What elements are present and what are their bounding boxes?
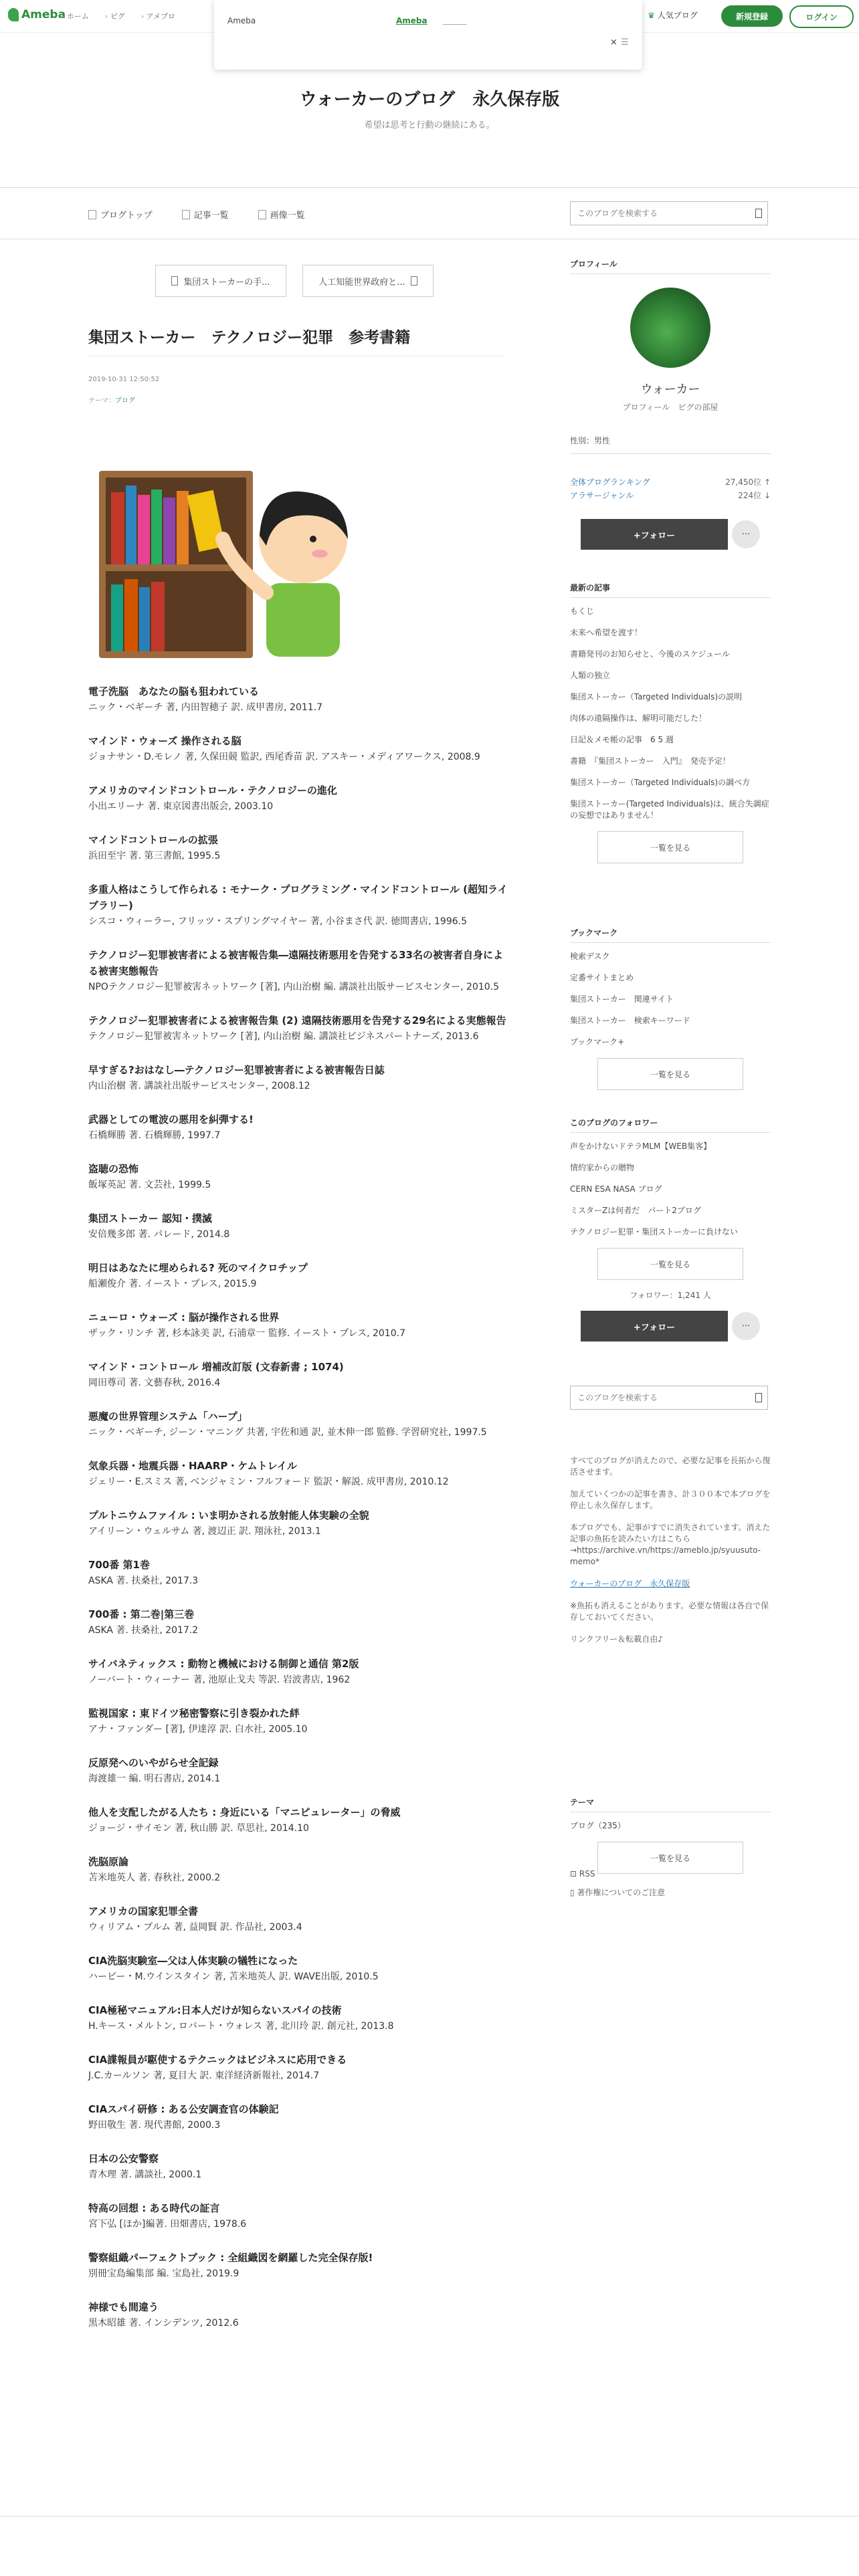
follower-blog[interactable]: ミスターZは何者だ パート2ブログ (570, 1206, 701, 1215)
theme-heading: テーマ (570, 1796, 771, 1812)
book-entry (88, 832, 510, 864)
profile-name[interactable]: ウォーカー (640, 383, 700, 397)
bookmark-item[interactable]: 集団ストーカー 関連サイト (570, 994, 674, 1004)
followers-section (570, 1117, 771, 1301)
book-entry (88, 1755, 510, 1787)
entry-theme (88, 395, 135, 405)
book-author: ジョナサン・D.モレノ 著, 久保田競 監訳, 西尾香苗 訳. アスキー・メディアワークス, 2008.9 (88, 752, 480, 762)
book-title: 洗脳原論 (88, 1856, 129, 1868)
global-nav-home[interactable]: › ホーム (62, 11, 89, 21)
recent-item[interactable]: 肉体の遠隔操作は、解明可能だした！ (570, 714, 707, 723)
next-entry-label: 人工知能世界政府と... (318, 277, 405, 288)
book-title: 気象兵器・地震兵器・HAARP・ケムトレイル (88, 1460, 297, 1472)
book-author: テクノロジー犯罪被害ネットワーク [著], 内山治樹 編. 講談社ビジネスパートナーズ, 2013.6 (88, 1031, 479, 1042)
following-heading: このブログのフォロワー (570, 1117, 771, 1133)
book-title: 集団ストーカー 認知・撲滅 (88, 1212, 212, 1224)
book-author: 野田敬生 著. 現代書館, 2000.3 (88, 2120, 221, 2131)
list-icon (182, 210, 190, 219)
recent-heading: 最新の記事 (570, 582, 771, 598)
follow-button-2[interactable]: +フォロー (581, 1311, 728, 1341)
book-author: 小出エリーナ 著. 東京図書出版会, 2003.10 (88, 801, 274, 812)
ranking-all-link[interactable]: 全体ブログランキング (570, 477, 650, 487)
bookmark-see-more-button[interactable]: 一覧を見る (597, 1058, 743, 1090)
book-entry (88, 1953, 510, 1985)
global-nav-ameblo[interactable]: › アメブロ (141, 11, 175, 21)
book-title: 反原発へのいやがらせ全記録 (88, 1757, 219, 1769)
entry-title[interactable]: 集団ストーカー テクノロジー犯罪 参考書籍 (88, 329, 411, 346)
book-author: 船瀬俊介 著. イースト・プレス, 2015.9 (88, 1279, 257, 1289)
book-author: 安倍幾多郎 著. パレード, 2014.8 (88, 1229, 230, 1240)
book-entry (88, 1903, 510, 1935)
menu-icon[interactable]: ☰ (621, 37, 629, 47)
book-author: 海渡雄一 編. 明石書店, 2014.1 (88, 1774, 221, 1784)
book-entry (88, 2002, 510, 2034)
book-author: 苫米地英人 著. 春秋社, 2000.2 (88, 1872, 221, 1883)
book-entry (88, 1012, 510, 1045)
sidebar-search-input[interactable] (571, 1386, 739, 1409)
rss-link[interactable] (570, 1864, 665, 1883)
book-author: ジョージ・サイモン 著, 秋山勝 訳. 草思社, 2014.10 (88, 1823, 309, 1834)
rss-label: RSS (579, 1869, 595, 1879)
follower-blog[interactable]: CERN ESA NASA ブログ (570, 1184, 662, 1194)
book-author: ASKA 著. 扶桑社, 2017.2 (88, 1625, 199, 1636)
book-author: 黒木昭雄 著. インシデンツ, 2012.6 (88, 2318, 239, 2329)
ranking-genre (570, 490, 771, 501)
book-title: 明日はあなたに埋められる? 死のマイクロチップ (88, 1262, 308, 1274)
book-author: シスコ・ウィーラー, フリッツ・スプリングマイヤー 著, 小谷まさ代 訳. 徳間書店, 1996.5 (88, 916, 467, 927)
follower-count: フォロワー：1,241 人 (630, 1291, 711, 1300)
book-title: マインド・ウォーズ 操作される脳 (88, 735, 242, 747)
entry-pager (155, 265, 434, 297)
book-entry (88, 1854, 510, 1886)
global-nav (62, 11, 175, 21)
register-button[interactable]: 新規登録 (721, 5, 783, 27)
book-title: 悪魔の世界管理システム「ハープ」 (88, 1410, 248, 1422)
avatar[interactable] (630, 288, 710, 368)
free-area (570, 1455, 771, 1656)
recent-item[interactable]: 書籍 『集団ストーカー 入門』 発売予定！ (570, 756, 731, 766)
book-entry (88, 2200, 510, 2232)
chevron-left-icon (171, 276, 178, 286)
follower-blog[interactable]: テクノロジー犯罪・集団ストーカーに負けない (570, 1227, 739, 1237)
logo-text: Ameba (21, 8, 66, 21)
login-button[interactable]: ログイン (789, 5, 854, 28)
book-author: 飯塚英記 著. 文芸社, 1999.5 (88, 1180, 211, 1190)
recent-item[interactable]: 書籍発刊のお知らせと、今後のスケジュール (570, 649, 730, 659)
free-text: リンクフリー＆転載自由♪ (570, 1634, 663, 1644)
bookmark-item[interactable]: 定番サイトまとめ (570, 973, 634, 982)
bookmark-item[interactable]: 集団ストーカー 検索キーワード (570, 1016, 690, 1025)
nav-entry-list-label: 記事一覧 (193, 211, 229, 221)
book-author: ASKA 著. 扶桑社, 2017.3 (88, 1576, 199, 1586)
prev-entry-button[interactable] (155, 265, 286, 297)
ameba-leaf-icon (8, 8, 19, 21)
profile-heading: プロフィール (570, 258, 771, 274)
book-entry (88, 733, 510, 765)
ameba-popup (214, 0, 642, 70)
book-author: 岡田尊司 著. 文藝春秋, 2016.4 (88, 1378, 221, 1388)
nav-image-list[interactable] (258, 208, 305, 221)
book-title: プルトニウムファイル : いま明かされる放射能人体実験の全貌 (88, 1509, 369, 1521)
book-title: マインドコントロールの拡張 (88, 834, 218, 846)
book-author: ニック・ベギーチ 著, 内田智穂子 訳. 成甲書房, 2011.7 (88, 702, 323, 713)
book-title: 監視国家 : 東ドイツ秘密警察に引き裂かれた絆 (88, 1707, 300, 1719)
global-nav-pigg[interactable]: › ピグ (105, 11, 125, 21)
recent-item[interactable]: 集団ストーカー(Targeted Individuals)は、統合失調症の妄想ではありません！ (570, 799, 769, 820)
book-entry (88, 1309, 510, 1341)
ranking-genre-link[interactable]: アラサージャンル (570, 491, 634, 500)
more-button-2[interactable]: ··· (732, 1312, 760, 1340)
recent-item[interactable]: 人類の独立 (570, 671, 611, 680)
book-author: 宮下弘 [ほか]編著. 田畑書店, 1978.6 (88, 2219, 247, 2230)
book-entry (88, 1705, 510, 1737)
recent-see-more-button[interactable]: 一覧を見る (597, 831, 743, 863)
bookmark-item[interactable]: 検索デスク (570, 952, 610, 961)
follower-blog[interactable]: 情約家からの贈物 (570, 1163, 635, 1172)
popular-blog-label: 人気ブログ (657, 11, 698, 20)
book-title: 他人を支配したがる人たち : 身近にいる「マニピュレーター」の脅威 (88, 1806, 401, 1818)
book-author: 石橋輝勝 著. 石橋輝勝, 1997.7 (88, 1130, 221, 1141)
book-author: ザック・リンチ 著, 杉本詠美 訳, 石浦章一 監修. イースト・プレス, 2010.7 (88, 1328, 405, 1339)
book-entry (88, 947, 510, 995)
book-entry (88, 1656, 510, 1688)
book-title: 武器としての電波の悪用を糾弾する! (88, 1113, 254, 1125)
copyright-link[interactable] (570, 1883, 665, 1902)
book-title: 電子洗脳 あなたの脳も狙われている (88, 685, 260, 697)
recent-item[interactable]: 未来へ希望を渡す！ (570, 628, 643, 637)
sidebar-footer-links (570, 1864, 665, 1902)
book-entry (88, 1161, 510, 1193)
book-entry (88, 1111, 510, 1144)
book-title: 700番 第1巻 (88, 1559, 150, 1571)
book-author: ハービー・M.ウインスタイン 著, 苫米地英人 訳. WAVE出版, 2010.5 (88, 1971, 379, 1982)
book-entry (88, 1408, 510, 1440)
free-text: 加えていくつかの記事を書き、計３００本で本ブログを停止し永久保存します。 (570, 1489, 771, 1510)
book-author: アイリーン・ウェルサム 著, 渡辺正 訳. 翔泳社, 2013.1 (88, 1526, 321, 1537)
ranking-genre-value: 224位 ↓ (738, 491, 771, 500)
popup-title: Ameba (227, 16, 256, 25)
book-entry (88, 2101, 510, 2133)
blog-search-box (570, 201, 768, 225)
book-author: ノーバート・ウィーナー 著, 池原止戈夫 等訳. 岩波書店, 1962 (88, 1675, 351, 1685)
book-author: アナ・ファンダー [著], 伊達淳 訳. 白水社, 2005.10 (88, 1724, 308, 1735)
book-title: 早すぎる?おはなし―テクノロジー犯罪被害者による被害報告日誌 (88, 1064, 385, 1076)
book-author: 浜田至宇 著. 第三書館, 1995.5 (88, 851, 221, 861)
more-button[interactable]: ··· (732, 520, 760, 548)
search-icon[interactable] (755, 209, 762, 218)
followers-see-more-button[interactable]: 一覧を見る (597, 1248, 743, 1280)
book-entry (88, 1458, 510, 1490)
recent-item[interactable]: 集団ストーカー（Targeted Individuals)の説明 (570, 692, 743, 702)
blog-title[interactable]: ウォーカーのブログ 永久保存版 (299, 90, 560, 110)
book-author: 別冊宝島編集部 編. 宝島社, 2019.9 (88, 2268, 240, 2279)
book-title: アメリカの国家犯罪全書 (88, 1905, 198, 1917)
bookshelf-illustration (99, 465, 351, 658)
book-author: H.キース・メルトン, ロバート・ウォレス 著, 北川玲 訳. 創元社, 2013.8 (88, 2021, 394, 2032)
nav-blog-top-label: ブログトップ (100, 211, 153, 221)
book-list (88, 683, 510, 2349)
profile-links[interactable]: プロフィール ピグの部屋 (622, 403, 719, 412)
book-entry (88, 2250, 510, 2282)
ranking-all (570, 476, 771, 488)
book-author: ニック・ベギーチ, ジーン・マニング 共著, 宇佐和通 訳, 並木伸一郎 監修. 学習研究社, 1997.5 (88, 1427, 487, 1438)
popup-link[interactable]: Ameba (396, 16, 427, 25)
next-entry-button[interactable] (302, 265, 434, 297)
entry-date: 2019-10-31 12:50:52 (88, 376, 160, 383)
blog-nav (0, 187, 859, 239)
book-entry (88, 2299, 510, 2331)
book-entry (88, 2052, 510, 2084)
close-icon[interactable]: × (610, 37, 617, 47)
ranking-all-value: 27,450位 ↑ (725, 477, 771, 487)
recent-item[interactable]: 集団ストーカー（Targeted Individuals)の調べ方 (570, 778, 751, 787)
book-entry (88, 881, 510, 930)
follower-blog[interactable]: 声をかけないドテラMLM【WEB集客】 (570, 1142, 712, 1151)
popup-divider (443, 24, 467, 25)
ameba-logo[interactable] (8, 8, 66, 21)
crown-icon: ♛ (648, 10, 655, 20)
free-text: ※魚拓も消えることがあります。必要な情報は各自で保存しておいてください。 (570, 1601, 769, 1622)
book-title: テクノロジー犯罪被害者による被害報告集―遠隔技術悪用を告発する33名の被害者自身による被害実態報告 (88, 949, 503, 977)
blog-description: 希望は思考と行動の継続にある。 (364, 120, 495, 130)
book-entry (88, 683, 510, 716)
sidebar (570, 258, 771, 1897)
book-title: サイバネティックス : 動物と機械における制御と通信 第2版 (88, 1658, 359, 1670)
sidebar-search-box (570, 1386, 768, 1410)
book-entry (88, 782, 510, 815)
book-title: ニューロ・ウォーズ : 脳が操作される世界 (88, 1311, 280, 1323)
free-text: 本ブログでも、記事がすでに消失されています。消えた記事の魚拓を読みたい方はこちら→https://archive.vn/https://ameblo.jp/syuusuto-memo* (570, 1523, 771, 1566)
book-title: 特高の回想 : ある時代の証言 (88, 2202, 220, 2214)
book-title: CIAスパイ研修 : ある公安調査官の体験記 (88, 2103, 279, 2115)
book-title: アメリカのマインドコントロール・テクノロジーの進化 (88, 784, 337, 796)
archive-link[interactable]: ウォーカーのブログ 永久保存版 (570, 1579, 690, 1588)
nav-blog-top[interactable] (88, 208, 153, 221)
book-title: 盗聴の恐怖 (88, 1163, 139, 1175)
popular-blog-link[interactable] (648, 9, 698, 21)
theme-see-more-button[interactable]: 一覧を見る (597, 1842, 743, 1874)
search-icon[interactable] (755, 1393, 762, 1402)
book-entry (88, 2151, 510, 2183)
nav-image-list-label: 画像一覧 (270, 211, 305, 221)
book-title: 多重人格はこうして作られる : モナーク・プログラミング・マインドコントロール (超知ライブラリー) (88, 883, 508, 911)
book-author: ウィリアム・ブルム 著, 益岡賢 訳. 作品社, 2003.4 (88, 1922, 302, 1933)
prev-entry-label: 集団ストーカーの手... (183, 277, 270, 288)
recent-entries (570, 582, 771, 863)
book-author: 青木理 著. 講談社, 2000.1 (88, 2169, 202, 2180)
book-title: 日本の公安警察 (88, 2153, 159, 2165)
rss-icon: ⊡ (570, 1869, 579, 1879)
book-title: 警察組織パーフェクトブック : 全組織図を網羅した完全保存版! (88, 2252, 373, 2264)
entry-theme-link[interactable]: ブログ (115, 397, 135, 405)
theme-item[interactable]: ブログ（235） (570, 1821, 626, 1830)
nav-entry-list[interactable] (182, 208, 229, 221)
recent-item[interactable]: もくじ (570, 607, 595, 616)
home-icon (88, 210, 96, 219)
book-entry (88, 1507, 510, 1539)
book-author: J.C.カールソン 著, 夏目大 訳. 東洋経済新報社, 2014.7 (88, 2070, 320, 2081)
book-title: 神様でも間違う (88, 2301, 159, 2313)
book-entry (88, 1606, 510, 1638)
book-entry (88, 1260, 510, 1292)
chevron-right-icon (411, 276, 417, 286)
copyright-label: 著作権についてのご注意 (577, 1888, 666, 1897)
bookmark-heading: ブックマーク (570, 927, 771, 943)
book-entry (88, 1557, 510, 1589)
book-entry (88, 1359, 510, 1391)
free-text: すべてのブログが消えたので、必要な記事を長拓から復活させます。 (570, 1456, 771, 1477)
book-author: ジェリー・E.スミス 著, ベンジャミン・フルフォード 監訳・解説. 成甲書房, 2010.12 (88, 1477, 449, 1487)
book-title: CIA極秘マニュアル:日本人だけが知らないスパイの技術 (88, 2004, 342, 2016)
blog-search-input[interactable] (571, 202, 739, 225)
document-icon: ▯ (570, 1888, 577, 1897)
book-title: CIA諜報員が駆使するテクニックはビジネスに応用できる (88, 2054, 347, 2066)
follow-button[interactable]: +フォロー (581, 519, 728, 550)
book-title: マインド・コントロール 増補改訂版 (文春新書 ; 1074) (88, 1361, 344, 1373)
book-entry (88, 1210, 510, 1243)
book-title: 700番 : 第二巻|第三巻 (88, 1608, 195, 1620)
book-title: テクノロジー犯罪被害者による被害報告集 (2) 遠隔技術悪用を告発する29名による実態報告 (88, 1014, 506, 1027)
image-icon (258, 210, 266, 219)
book-entry (88, 1062, 510, 1094)
book-title: CIA洗脳実験室―父は人体実験の犠牲になった (88, 1955, 298, 1967)
profile-gender: 性別：男性 (570, 436, 611, 445)
recent-item[interactable]: 日記＆メモ帳の記事 6 5 週 (570, 735, 674, 744)
entry-theme-label: テーマ： (88, 397, 115, 405)
profile-divider (570, 453, 771, 454)
bookmarks (570, 927, 771, 1090)
book-author: NPOテクノロジー犯罪被害ネットワーク [著], 内山治樹 編. 講談社出版サービスセンター, 2010.5 (88, 982, 500, 992)
theme-section (570, 1796, 771, 1874)
book-entry (88, 1804, 510, 1836)
book-author: 内山治樹 著. 講談社出版サービスセンター, 2008.12 (88, 1081, 310, 1091)
bookmark-item[interactable]: ブックマーク+ (570, 1037, 625, 1047)
